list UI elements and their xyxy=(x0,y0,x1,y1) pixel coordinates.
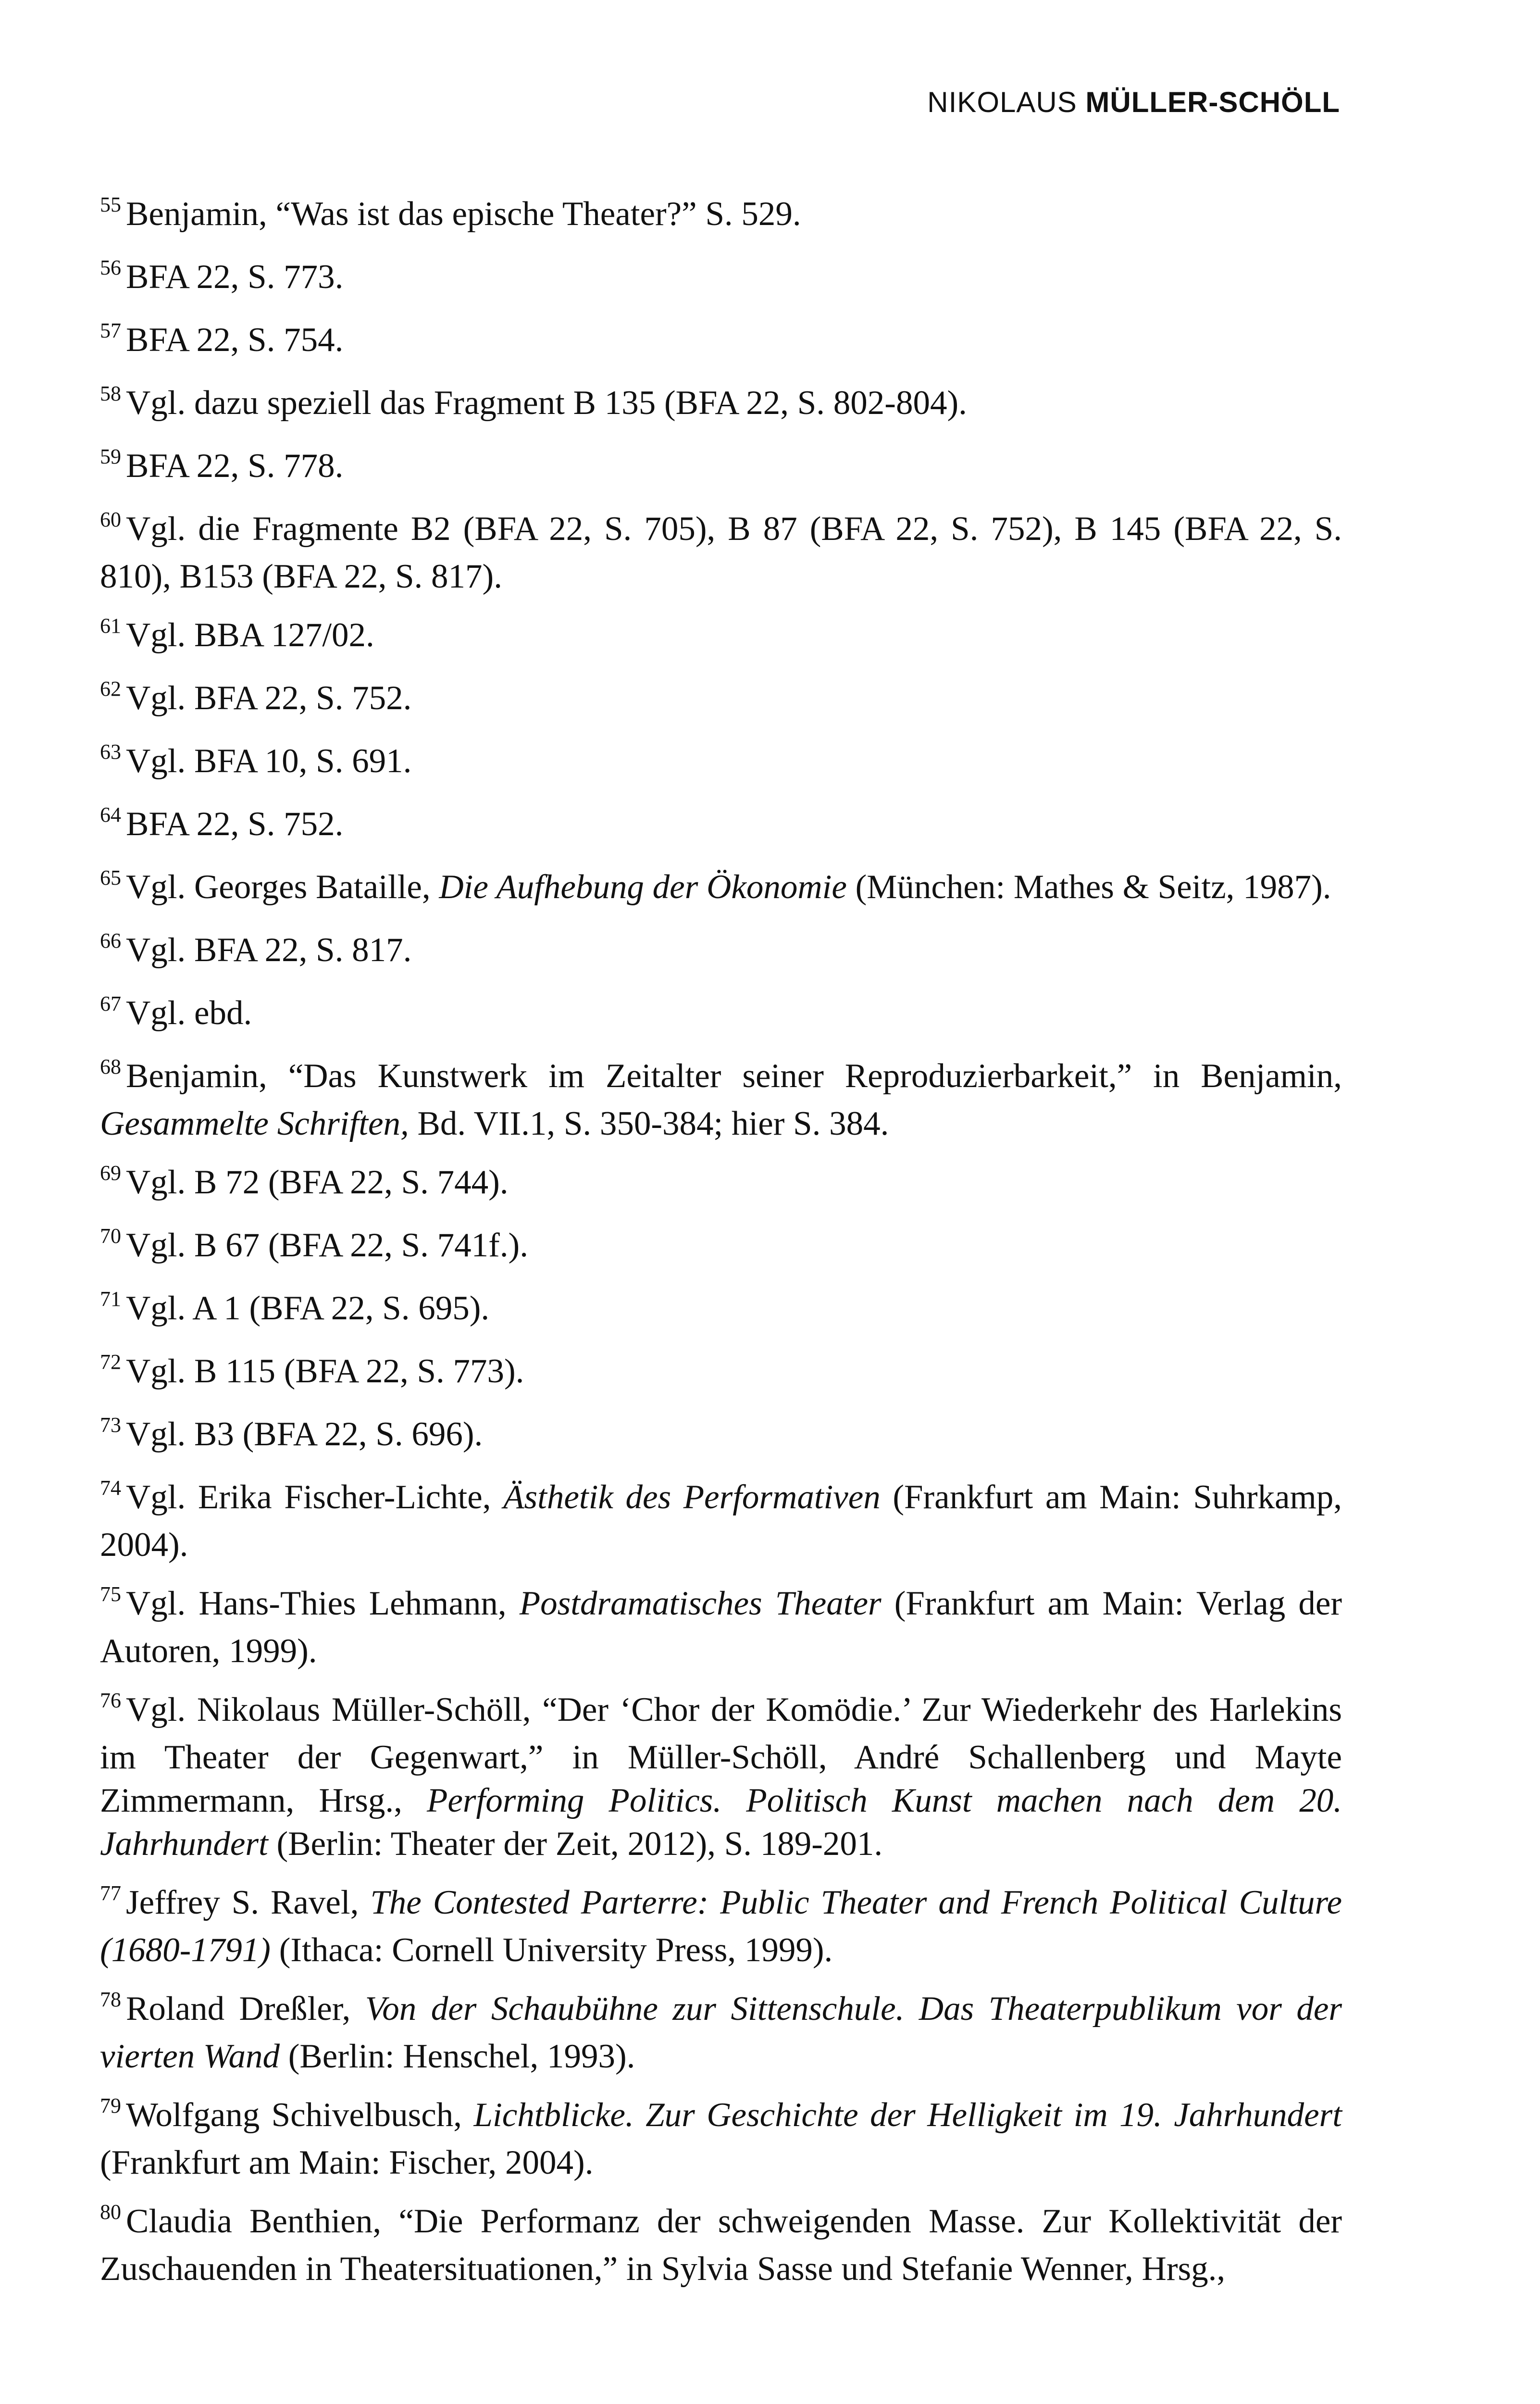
footnote-67 xyxy=(100,991,1342,1039)
footnote-text: Vgl. Erika Fischer-Lichte, xyxy=(126,1478,504,1516)
footnote-69 xyxy=(100,1161,1342,1208)
footnote-text: Benjamin, “Was ist das epische Theater?” S. 529. xyxy=(126,195,801,233)
footnote-title: Ästhetik des Performativen xyxy=(503,1478,881,1516)
footnote-74 xyxy=(100,1476,1342,1566)
footnote-text: (Ithaca: Cornell University Press, 1999). xyxy=(270,1931,833,1969)
footnote-text: Vgl. B 115 (BFA 22, S. 773). xyxy=(126,1352,524,1390)
footnote-number: 67 xyxy=(100,992,121,1015)
footnote-text: (München: Mathes & Seitz, 1987). xyxy=(846,868,1331,906)
footnote-58 xyxy=(100,381,1342,429)
footnote-71 xyxy=(100,1287,1342,1334)
footnote-title: Gesammelte Schriften, xyxy=(100,1105,409,1142)
footnote-title: Postdramatisches Theater xyxy=(519,1585,882,1622)
footnote-text: (Berlin: Henschel, 1993). xyxy=(280,2038,635,2075)
footnote-text: Jeffrey S. Ravel, xyxy=(126,1884,371,1921)
footnote-number: 63 xyxy=(100,740,121,764)
footnote-text: Bd. VII.1, S. 350-384; hier S. 384. xyxy=(409,1105,889,1142)
footnote-55 xyxy=(100,192,1342,240)
footnote-number: 68 xyxy=(100,1055,121,1078)
footnote-number: 78 xyxy=(100,1988,121,2011)
header-author-last: MÜLLER-SCHÖLL xyxy=(1085,86,1340,118)
footnote-text: (Frankfurt am Main: Fischer, 2004). xyxy=(100,2144,594,2181)
footnote-72 xyxy=(100,1350,1342,1397)
footnote-number: 72 xyxy=(100,1350,121,1374)
footnote-title: Von der Schaubühne zur Sittenschule. Das Theaterpublikum vor der vierten Wand xyxy=(100,1990,1342,2075)
footnote-text: Vgl. BFA 22, S. 752. xyxy=(126,679,412,717)
footnote-text: Vgl. BFA 22, S. 817. xyxy=(126,931,412,969)
footnote-65 xyxy=(100,865,1342,913)
footnote-number: 73 xyxy=(100,1413,121,1437)
footnote-number: 58 xyxy=(100,382,121,405)
footnote-79 xyxy=(100,2093,1342,2184)
footnote-60 xyxy=(100,507,1342,598)
footnote-number: 61 xyxy=(100,614,121,638)
footnote-68 xyxy=(100,1054,1342,1145)
footnote-number: 79 xyxy=(100,2094,121,2117)
footnote-number: 65 xyxy=(100,866,121,889)
footnote-text: Vgl. Hans-Thies Lehmann, xyxy=(126,1585,520,1622)
footnote-number: 62 xyxy=(100,677,121,701)
footnote-text: BFA 22, S. 778. xyxy=(126,447,344,485)
footnote-text: (Frankfurt am Main: Verlag der Autoren, 1999). xyxy=(100,1585,1342,1670)
footnote-text: Claudia Benthien, “Die Performanz der schweigenden Masse. Zur Kollektivität der Zuschauenden in Theatersituationen,” in Sylvia Sasse und Stefanie Wenner, Hrsg., xyxy=(100,2203,1342,2288)
footnote-75 xyxy=(100,1582,1342,1673)
footnote-title: Performing Politics. Politisch Kunst machen nach dem 20. Jahrhundert xyxy=(100,1782,1342,1863)
footnote-text: Vgl. BBA 127/02. xyxy=(126,616,374,654)
footnote-number: 70 xyxy=(100,1224,121,1248)
footnote-66 xyxy=(100,928,1342,976)
footnote-text: Vgl. die Fragmente B2 (BFA 22, S. 705), B 87 (BFA 22, S. 752), B 145 (BFA 22, S. 810), B153 (BFA 22, S. 817). xyxy=(100,510,1342,595)
footnote-number: 80 xyxy=(100,2200,121,2224)
footnote-57 xyxy=(100,318,1342,366)
footnote-text: Vgl. ebd. xyxy=(126,994,252,1032)
footnote-76 xyxy=(100,1688,1342,1866)
footnote-text: Benjamin, “Das Kunstwerk im Zeitalter seiner Reproduzierbarkeit,” in Benjamin, xyxy=(126,1057,1342,1095)
footnote-text: (Frankfurt am Main: Suhrkamp, 2004). xyxy=(100,1478,1342,1564)
footnote-text: Vgl. A 1 (BFA 22, S. 695). xyxy=(126,1290,490,1327)
footnote-text: Vgl. Nikolaus Müller-Schöll, “Der ‘Chor der Komödie.’ Zur Wiederkehr des Harlekins im Theater der Gegenwart,” in Müller-Schöll, André Schallenberg und Mayte Zimmermann, Hrsg., xyxy=(100,1691,1342,1819)
footnote-73 xyxy=(100,1413,1342,1460)
footnote-number: 59 xyxy=(100,445,121,468)
footnote-text: Vgl. dazu speziell das Fragment B 135 (BFA 22, S. 802-804). xyxy=(126,384,967,422)
footnote-number: 75 xyxy=(100,1582,121,1606)
footnote-number: 56 xyxy=(100,256,121,279)
footnote-number: 64 xyxy=(100,803,121,826)
footnote-text: Vgl. B3 (BFA 22, S. 696). xyxy=(126,1415,483,1453)
footnote-number: 77 xyxy=(100,1881,121,1905)
running-header xyxy=(927,86,1340,119)
footnote-text: BFA 22, S. 773. xyxy=(126,258,344,296)
footnote-text: BFA 22, S. 752. xyxy=(126,805,344,843)
footnote-text: Wolfgang Schivelbusch, xyxy=(126,2096,474,2134)
footnote-text: Vgl. B 67 (BFA 22, S. 741f.). xyxy=(126,1227,528,1264)
footnote-70 xyxy=(100,1224,1342,1271)
footnote-number: 60 xyxy=(100,508,121,531)
footnote-text: Vgl. BFA 10, S. 691. xyxy=(126,742,412,780)
footnote-63 xyxy=(100,739,1342,787)
footnote-62 xyxy=(100,676,1342,724)
footnote-64 xyxy=(100,802,1342,850)
footnote-number: 55 xyxy=(100,193,121,216)
footnote-number: 71 xyxy=(100,1287,121,1311)
footnote-number: 66 xyxy=(100,929,121,952)
footnote-number: 57 xyxy=(100,319,121,342)
footnote-title: Die Aufhebung der Ökonomie xyxy=(439,868,847,906)
footnote-80 xyxy=(100,2200,1342,2291)
footnote-title: Lichtblicke. Zur Geschichte der Helligkeit im 19. Jahrhundert xyxy=(473,2096,1342,2134)
footnote-61 xyxy=(100,614,1342,661)
footnote-text: Vgl. Georges Bataille, xyxy=(126,868,439,906)
footnote-title: The Contested Parterre: Public Theater and French Political Culture (1680-1791) xyxy=(100,1884,1342,1969)
footnote-78 xyxy=(100,1987,1342,2078)
footnote-56 xyxy=(100,255,1342,303)
footnote-59 xyxy=(100,444,1342,492)
footnote-77 xyxy=(100,1881,1342,1972)
footnote-number: 74 xyxy=(100,1476,121,1500)
header-author-first: NIKOLAUS xyxy=(927,86,1077,118)
footnote-text: (Berlin: Theater der Zeit, 2012), S. 189-201. xyxy=(268,1825,883,1863)
footnote-text: Roland Dreßler, xyxy=(126,1990,365,2028)
footnote-text: Vgl. B 72 (BFA 22, S. 744). xyxy=(126,1164,509,1201)
footnotes-list xyxy=(100,192,1342,2306)
footnote-number: 69 xyxy=(100,1161,121,1185)
footnote-number: 76 xyxy=(100,1689,121,1712)
footnote-text: BFA 22, S. 754. xyxy=(126,321,344,359)
